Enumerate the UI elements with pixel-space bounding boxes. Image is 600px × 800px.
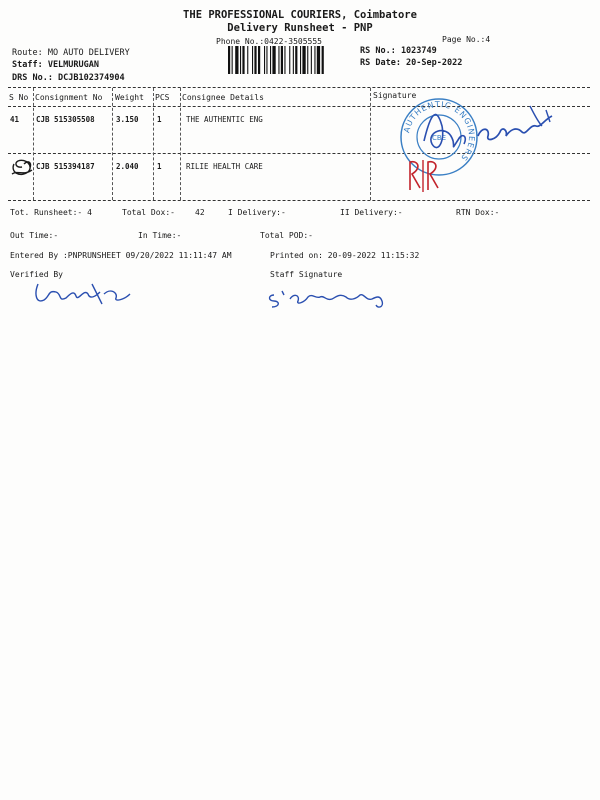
red-pen-mark	[404, 158, 444, 194]
row2-weight: 2.040	[116, 162, 139, 171]
col-header-signature: Signature	[373, 91, 417, 100]
printed-on: Printed on: 20-09-2022 11:15:32	[270, 251, 420, 260]
col-header-consignee: Consignee Details	[182, 93, 264, 102]
col-header-sno: S No	[9, 93, 29, 102]
stamp-center-text: CBE	[431, 134, 447, 142]
rs-date: RS Date: 20-Sep-2022	[360, 58, 463, 68]
rs-number: RS No.: 1023749	[360, 46, 437, 56]
total-pod: Total POD:-	[260, 231, 313, 240]
table-bottom-rule	[8, 200, 590, 201]
document-subtitle: Delivery Runsheet - PNP	[227, 22, 373, 34]
drs-number: DRS No.: DCJB102374904	[12, 73, 125, 83]
route-label: Route: MO AUTO DELIVERY	[12, 48, 130, 58]
page-number: Page No.:4	[442, 35, 491, 44]
stamp-text: AUTHENTIC ENGINEERS	[402, 99, 477, 163]
table-top-rule	[8, 87, 590, 88]
column-divider	[370, 88, 371, 200]
column-divider	[112, 88, 113, 200]
out-time: Out Time:-	[10, 231, 59, 240]
col-header-pcs: PCS	[155, 93, 170, 102]
staff-label: Staff: VELMURUGAN	[12, 60, 99, 70]
handwritten-mark	[8, 152, 48, 182]
row1-weight: 3.150	[116, 115, 139, 124]
total-dox-label: Total Dox:-	[122, 208, 175, 217]
col-header-consignment: Consignment No	[35, 93, 103, 102]
row1-consignment: CJB 515305508	[36, 115, 95, 124]
column-divider	[153, 88, 154, 200]
ii-delivery: II Delivery:-	[340, 208, 403, 217]
i-delivery: I Delivery:-	[228, 208, 286, 217]
row2-pcs: 1	[157, 162, 162, 171]
row2-consignee: RILIE HEALTH CARE	[186, 162, 263, 171]
phone-number: Phone No.:0422-3505555	[216, 37, 322, 46]
row1-sno: 41	[10, 115, 20, 124]
total-dox-value: 42	[195, 208, 205, 217]
row1-pcs: 1	[157, 115, 162, 124]
column-divider	[180, 88, 181, 200]
row2-consignment: CJB 515394187	[36, 162, 95, 171]
col-header-weight: Weight	[115, 93, 144, 102]
total-runsheet: Tot. Runsheet:- 4	[10, 208, 92, 217]
staff-signature	[266, 285, 396, 311]
verifier-signature	[30, 278, 140, 308]
row1-consignee: THE AUTHENTIC ENG	[186, 115, 263, 124]
entered-by: Entered By :PNPRUNSHEET 09/20/2022 11:11:47 AM	[10, 251, 232, 260]
rtn-dox: RTN Dox:-	[456, 208, 500, 217]
staff-signature-label: Staff Signature	[270, 270, 343, 279]
in-time: In Time:-	[138, 231, 182, 240]
recipient-signature	[412, 96, 562, 166]
column-divider	[33, 88, 34, 200]
company-title: THE PROFESSIONAL COURIERS, Coimbatore	[183, 9, 417, 21]
barcode-icon	[228, 46, 354, 74]
verified-by: Verified By	[10, 270, 63, 279]
